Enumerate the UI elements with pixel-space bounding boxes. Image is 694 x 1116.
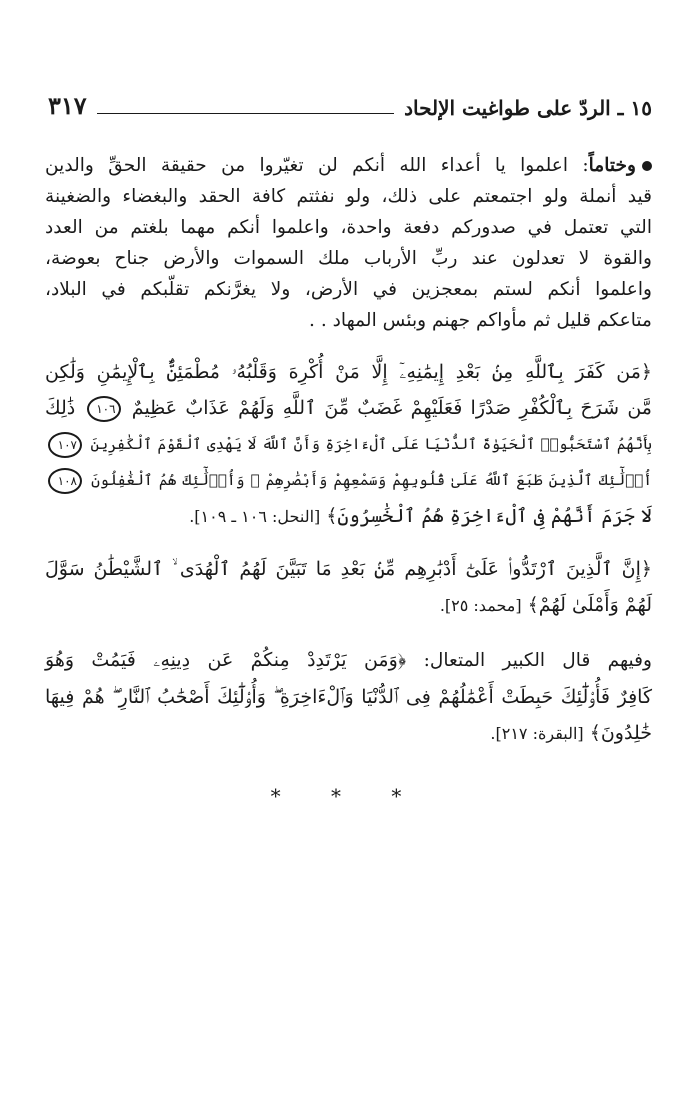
quran-quote-muhammad (45, 551, 652, 624)
verse-reference: [البقرة: ٢١٧]. (490, 724, 584, 743)
verse-line: ﴿إِنَّ ٱلَّذِينَ ٱرْتَدُّوا۟ عَلَىٰٓ أَدْبَٰرِهِم مِّنۢ بَعْدِ مَا تَبَيَّنَ لَهُمُ ٱلْهُدَى ۙ ٱلشَّيْطَٰنُ سَوَّلَ (45, 558, 652, 580)
quran-quote-baqarah (45, 642, 652, 752)
verse-line: ﴿مَن كَفَرَ بِٱللَّهِ مِنۢ بَعْدِ إِيمَٰنِهِۦٓ إِلَّا مَنْ أُكْرِهَ وَقَلْبُهُۥ مُطْمَئِنٌّۢ بِٱلْإِيمَٰنِ وَلَٰكِن (45, 361, 652, 383)
ayah-number-marker: ١٠٦ (87, 396, 121, 422)
ayah-number-marker: ١٠٨ (48, 468, 82, 494)
text-line: قيد أنملة ولو اجتمعتم على ذلك، ولو نفثتم كافة الحقد والبغضاء والضغينة (45, 186, 652, 207)
verse-line: كَافِرٌ فَأُو۟لَٰٓئِكَ حَبِطَتْ أَعْمَٰلُهُمْ فِى ٱلدُّنْيَا وَٱلْءَاخِرَةِ ۖ وَأُو۟لَٰٓئِكَ أَصْحَٰبُ ٱلنَّارِ ۖ هُمْ فِيهَا (45, 686, 652, 708)
verse-line: لَهُمْ وَأَمْلَىٰ لَهُمْ﴾ [محمد: ٢٥]. (439, 594, 652, 616)
running-header (48, 90, 652, 120)
ayah-number-marker: ١٠٧ (48, 432, 82, 458)
verse-reference: [محمد: ٢٥]. (439, 596, 522, 615)
quran-quote-nahl (45, 354, 652, 535)
text-line: التي تعتمل في صدوركم دفعة واحدة، واعلموا أنكم مهما بلغتم من العدد (45, 217, 652, 238)
text-line: متاعكم قليل ثم مأواكم جهنم وبئس المهاد . . (309, 310, 652, 331)
paragraph-closing (45, 150, 652, 336)
intro-text: وفيهم قال الكبير المتعال: (423, 650, 653, 671)
verse-reference: [النحل: ١٠٦ ـ ١٠٩]. (189, 507, 321, 526)
bullet-icon (642, 161, 652, 171)
section-separator: * * * (270, 784, 424, 808)
verse-line: أُو۟لَٰٓئِكَ ٱلَّذِينَ طَبَعَ ٱللَّهُ عَلَىٰ قُلُوبِهِمْ وَسَمْعِهِمْ وَأَبْصَٰرِهِمْ ۖ وَأُو۟لَٰٓئِكَ هُمُ ٱلْغَٰفِلُونَ ١٠٨ (45, 462, 652, 498)
lead-word: وختاماً (588, 155, 636, 176)
verse-line: خَٰلِدُونَ﴾ [البقرة: ٢١٧]. (490, 722, 652, 744)
verse-line: بِأَنَّهُمُ ٱسْتَحَبُّوا۟ ٱلْحَيَوٰةَ ٱلدُّنْيَا عَلَى ٱلْءَاخِرَةِ وَأَنَّ ٱللَّهَ لَا يَهْدِى ٱلْقَوْمَ ٱلْكَٰفِرِينَ ١٠٧ (45, 426, 652, 462)
text-line: والقوة لا تعدلون عند ربِّ الأرباب ملك السموات والأرض جناح بعوضة، (45, 248, 652, 269)
verse-line: مَّن شَرَحَ بِٱلْكُفْرِ صَدْرًا فَعَلَيْهِمْ غَضَبٌ مِّنَ ٱللَّهِ وَلَهُمْ عَذَابٌ عَظِيمٌ ١٠٦ ذَٰلِكَ (45, 390, 652, 426)
verse-line: وفيهم قال الكبير المتعال: ﴿وَمَن يَرْتَدِدْ مِنكُمْ عَن دِينِهِۦ فَيَمُتْ وَهُوَ (45, 649, 653, 671)
text-line: واعلموا أنكم لستم بمعجزين في الأرض، ولا يغرَّنكم تقلّبكم في البلاد، (45, 279, 652, 300)
header-title: ١٥ ـ الردّ على طواغيت الإلحاد (404, 96, 652, 120)
page-body (45, 150, 652, 752)
verse-line: لَا جَرَمَ أَنَّهُمْ فِى ٱلْءَاخِرَةِ هُمُ ٱلْخَٰسِرُونَ﴾ [النحل: ١٠٦ ـ ١٠٩]. (189, 505, 652, 527)
page-number: ٣١٧ (48, 91, 87, 120)
header-rule (97, 113, 394, 114)
text-line: وختاماً: اعلموا يا أعداء الله أنكم لن تغيّروا من حقيقة الحقِّ والدين (45, 150, 652, 181)
